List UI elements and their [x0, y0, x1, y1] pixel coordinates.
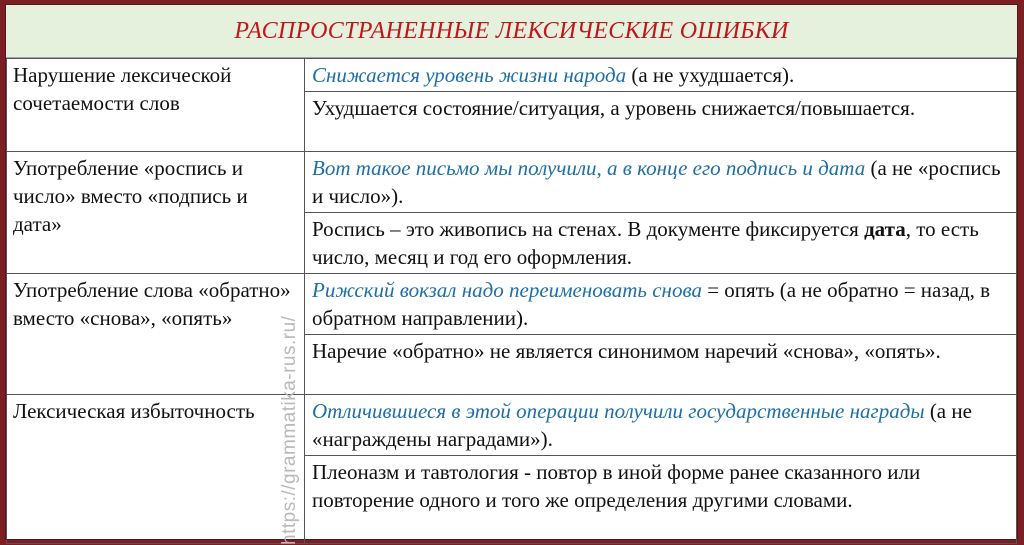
example-cell	[305, 274, 1017, 335]
example-note: (а не ухудшается).	[626, 63, 795, 87]
table-row	[7, 395, 1017, 456]
example-text: Рижский вокзал надо переименовать снова	[312, 278, 702, 302]
explanation-cell: Ухудшается состояние/ситуация, а уровень снижается/повышается.	[305, 92, 1017, 152]
table-row	[7, 274, 1017, 335]
table-row	[7, 152, 1017, 213]
category-cell: Нарушение лексической сочетаемости слов	[7, 59, 305, 152]
example-cell	[305, 59, 1017, 92]
explanation-cell	[305, 213, 1017, 274]
example-note: (а не «награждены наградами»).	[312, 399, 972, 451]
table-frame	[5, 4, 1018, 545]
watermark: https://grammatika-rus.ru/	[279, 315, 300, 545]
category-cell: Употребление слова «обратно» вместо «снова», «опять»	[7, 274, 305, 395]
example-text: Отличившиеся в этой операции получили государственные награды	[312, 399, 925, 423]
title-bar	[6, 5, 1017, 58]
example-cell	[305, 152, 1017, 213]
example-note: = опять (а не обратно = назад, в обратном направлении).	[312, 278, 991, 330]
explanation-cell: Плеоназм и тавтология - повтор в иной форме ранее сказанного или повторение одного и того же определения другими словами.	[305, 456, 1017, 544]
page-title: РАСПРОСТРАНЕННЫЕ ЛЕКСИЧЕСКИЕ ОШИБКИ	[234, 17, 789, 44]
explanation-text: , то есть число, месяц и год его оформления.	[312, 217, 979, 269]
example-text: Снижается уровень жизни народа	[312, 63, 627, 87]
category-cell: Лексическая избыточность	[7, 395, 305, 544]
explanation-emphasis: дата	[864, 217, 906, 241]
example-note: (а не «роспись и число»).	[312, 156, 1001, 208]
example-text: Вот такое письмо мы получили, а в конце его подпись и дата	[312, 156, 866, 180]
explanation-cell: Наречие «обратно» не является синонимом наречий «снова», «опять».	[305, 335, 1017, 395]
example-cell	[305, 395, 1017, 456]
table-row	[7, 59, 1017, 92]
explanation-text: Роспись – это живопись на стенах. В документе фиксируется	[312, 217, 865, 241]
category-cell: Употребление «роспись и число» вместо «подпись и дата»	[7, 152, 305, 274]
errors-table	[6, 58, 1017, 544]
